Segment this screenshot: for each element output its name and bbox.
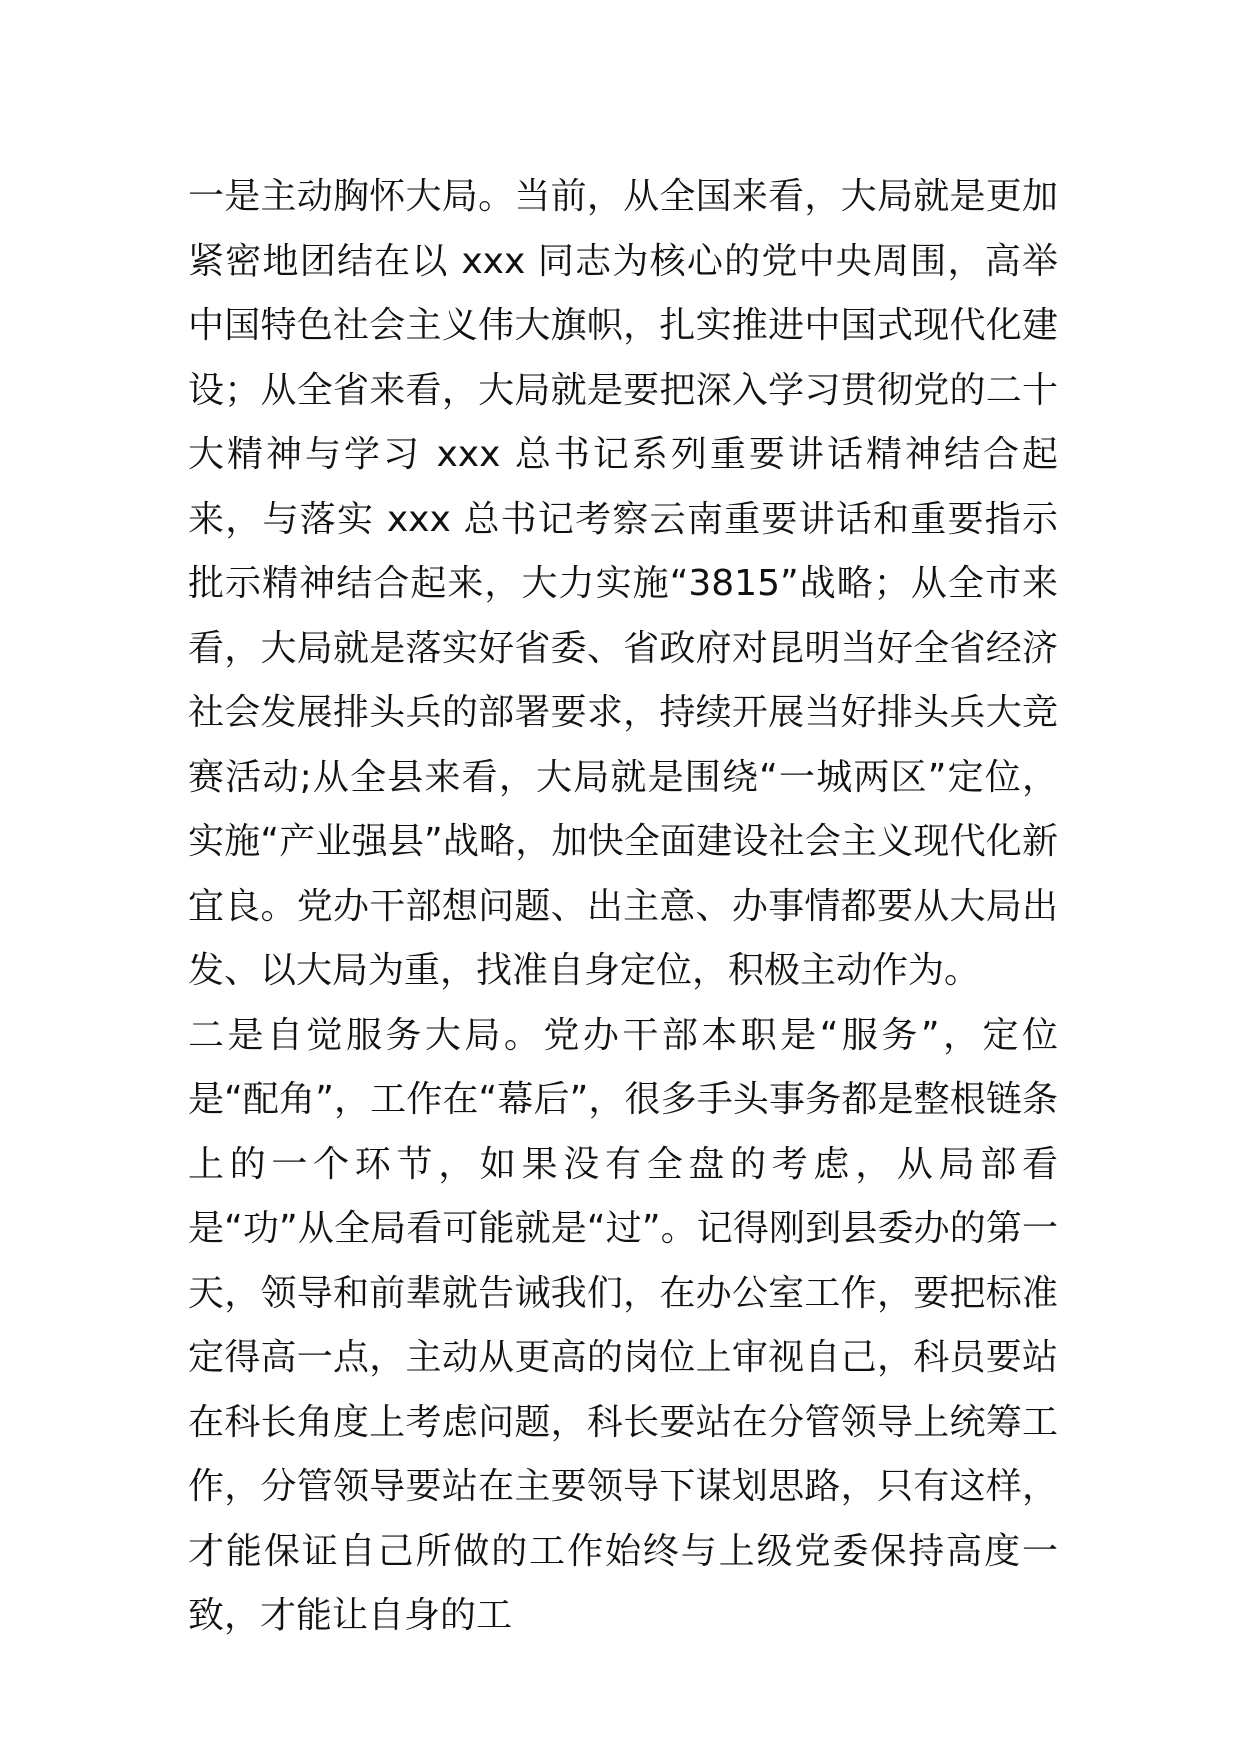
- document-page: [188, 165, 1058, 1649]
- paragraph-two: 二是自觉服务大局。党办干部本职是“服务”，定位是“配角”，工作在“幕后”，很多手头事务都是整根链条上的一个环节，如果没有全盘的考虑，从局部看是“功”从全局看可能就是“过”。记得刚到县委办的第一天，领导和前辈就告诫我们，在办公室工作，要把标准定得高一点，主动从更高的岗位上审视自己，科员要站在科长角度上考虑问题，科长要站在分管领导上统筹工作，分管领导要站在主要领导下谋划思路，只有这样，才能保证自己所做的工作始终与上级党委保持高度一致，才能让自身的工: [188, 1014, 1058, 1636]
- paragraph-one: 一是主动胸怀大局。当前，从全国来看，大局就是更加紧密地团结在以 xxx 同志为核心的党中央周围，高举中国特色社会主义伟大旗帜，扎实推进中国式现代化建设；从全省来看，大局就是要把深入学习贯彻党的二十大精神与学习 xxx 总书记系列重要讲话精神结合起来，与落实 xxx 总书记考察云南重要讲话和重要指示批示精神结合起来，大力实施“3815”战略；从全市来看，大局就是落实好省委、省政府对昆明当好全省经济社会发展排头兵的部署要求，持续开展当好排头兵大竞赛活动;从全县来看，大局就是围绕“一城两区”定位，实施“产业强县”战略，加快全面建设社会主义现代化新宜良。党办干部想问题、出主意、办事情都要从大局出发、以大局为重，找准自身定位，积极主动作为。: [188, 176, 1058, 991]
